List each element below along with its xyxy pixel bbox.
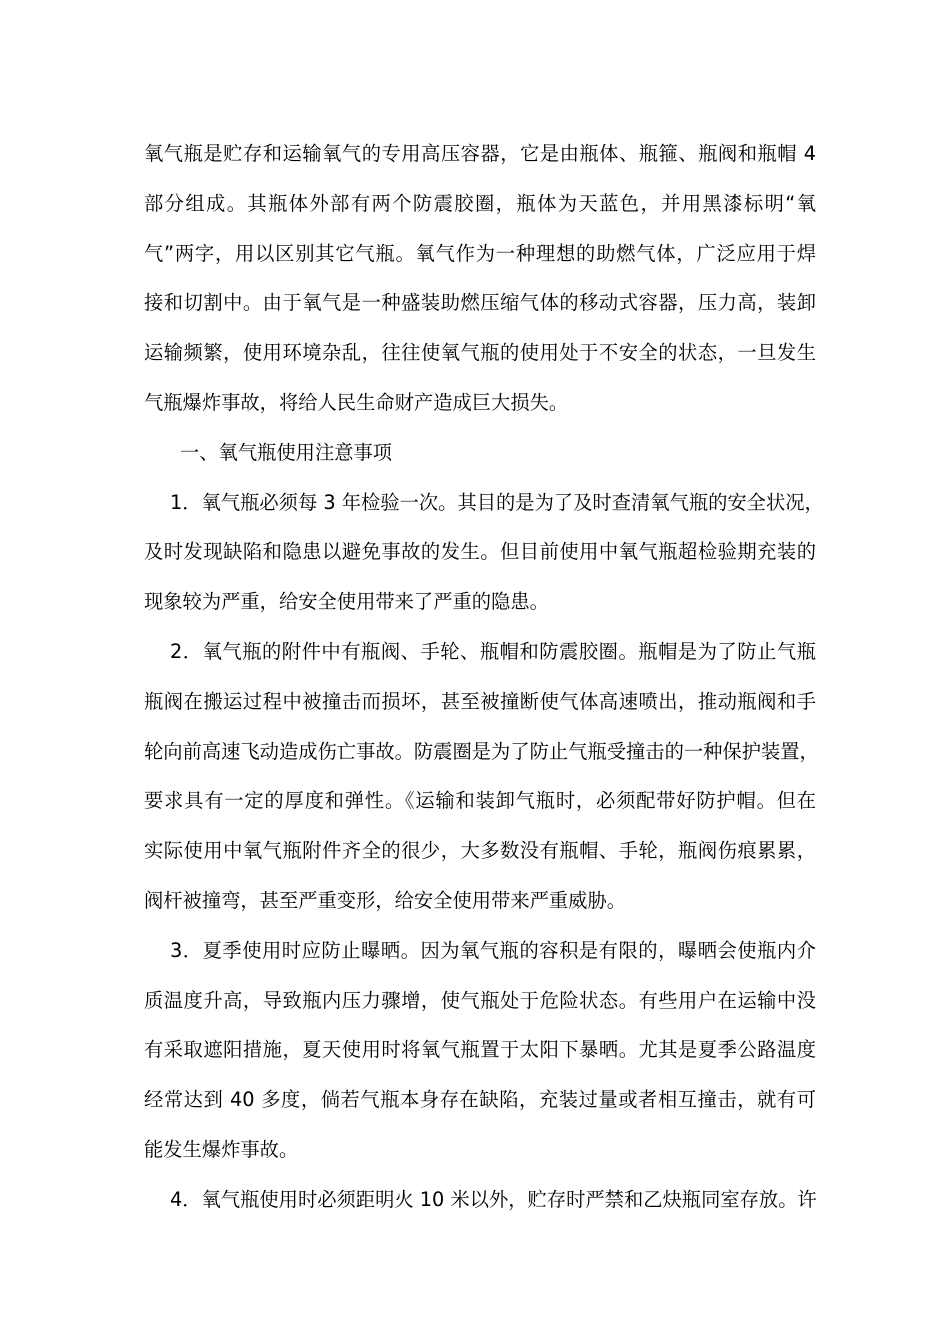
text-line: 轮向前高速飞动造成伤亡事故。防震圈是为了防止气瓶受撞击的一种保护装置， (144, 739, 819, 763)
document-body (144, 129, 824, 1225)
text-line: 接和切割中。由于氧气是一种盛装助燃压缩气体的移动式容器，压力高，装卸 (144, 291, 816, 315)
text-line: 经常达到 40 多度，倘若气瓶本身存在缺陷，充装过量或者相互撞击，就有可 (144, 1088, 816, 1112)
text-line: 运输频繁，使用环境杂乱，往往使氧气瓶的使用处于不安全的状态，一旦发生 (144, 341, 816, 365)
text-line: 阀杆被撞弯，甚至严重变形，给安全使用带来严重威胁。 (144, 888, 627, 912)
text-line: 质温度升高，导致瓶内压力骤增，使气瓶处于危险状态。有些用户在运输中没 (144, 988, 816, 1012)
text-line: 气”两字，用以区别其它气瓶。氧气作为一种理想的助燃气体，广泛应用于焊 (144, 241, 816, 265)
text-line: 氧气瓶是贮存和运输氧气的专用高压容器，它是由瓶体、瓶箍、瓶阀和瓶帽 4 (144, 142, 816, 165)
text-line: 及时发现缺陷和隐患以避免事故的发生。但目前使用中氧气瓶超检验期充装的 (144, 540, 816, 564)
text-line: 3．夏季使用时应防止曝晒。因为氧气瓶的容积是有限的，曝晒会使瓶内介 (170, 938, 816, 962)
text-line: 瓶阀在搬运过程中被撞击而损坏，甚至被撞断使气体高速喷出，推动瓶阀和手 (144, 689, 816, 713)
item-paragraph-3 (144, 926, 816, 1175)
text-line: 现象较为严重，给安全使用带来了严重的隐患。 (144, 590, 549, 614)
text-line: 4．氧气瓶使用时必须距明火 10 米以外，贮存时严禁和乙炔瓶同室存放。许 (170, 1187, 817, 1211)
section-heading: 一、氧气瓶使用注意事项 (180, 440, 393, 464)
intro-paragraph (144, 129, 816, 428)
section-heading-paragraph (144, 428, 816, 478)
text-line: 1．氧气瓶必须每 3 年检验一次。其目的是为了及时查清氧气瓶的安全状况， (170, 490, 824, 514)
text-line: 实际使用中氧气瓶附件齐全的很少，大多数没有瓶帽、手轮，瓶阀伤痕累累， (144, 839, 816, 863)
text-line: 气瓶爆炸事故，将给人民生命财产造成巨大损失。 (144, 390, 569, 414)
text-line: 部分组成。其瓶体外部有两个防震胶圈，瓶体为天蓝色，并用黑漆标明“氧 (144, 191, 816, 215)
text-line: 能发生爆炸事故。 (144, 1137, 299, 1161)
text-line: 要求具有一定的厚度和弹性。《运输和装卸气瓶时，必须配带好防护帽。但在 (144, 789, 816, 813)
text-line: 有采取遮阳措施，夏天使用时将氧气瓶置于太阳下暴晒。尤其是夏季公路温度 (144, 1038, 816, 1062)
item-paragraph-2 (144, 627, 819, 926)
text-line: 2．氧气瓶的附件中有瓶阀、手轮、瓶帽和防震胶圈。瓶帽是为了防止气瓶 (170, 639, 816, 663)
item-paragraph-4 (144, 1175, 816, 1225)
item-paragraph-1 (144, 478, 824, 627)
